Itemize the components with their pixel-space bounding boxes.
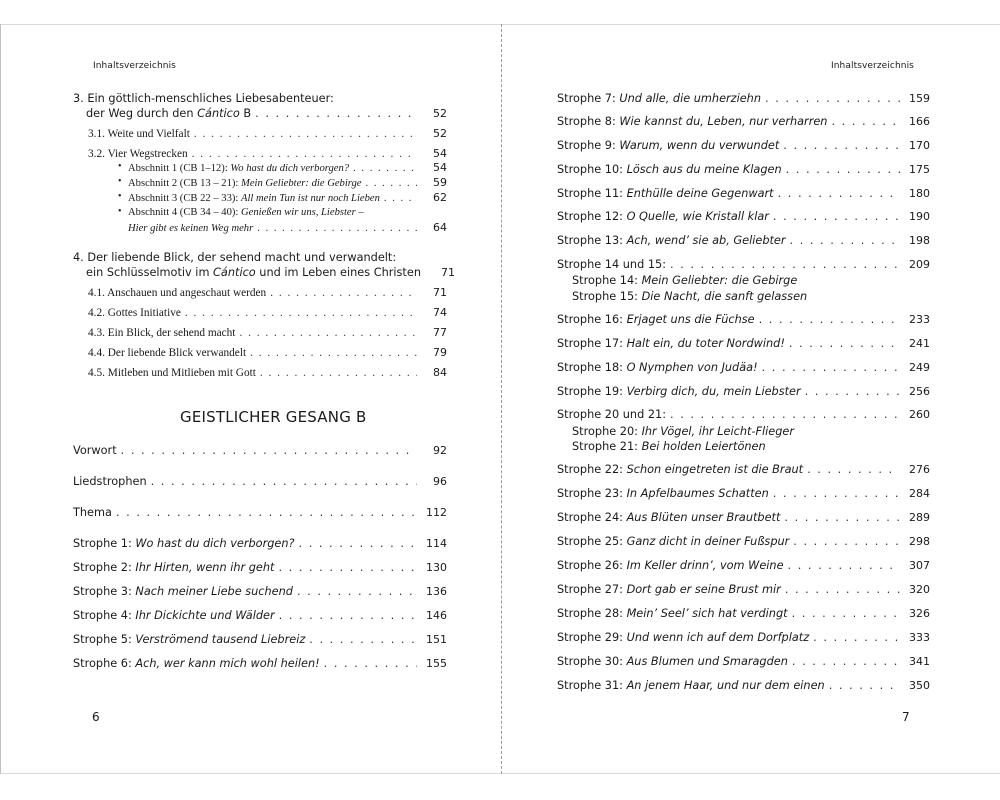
toc-entry-strophe <box>557 384 930 399</box>
page-number: 54 <box>433 147 447 160</box>
entry-label: Strophe 22: <box>557 463 627 476</box>
entry-label: 4.5. Mitleben und Mitlieben mit Gott <box>88 367 256 379</box>
toc-subentry <box>572 273 797 288</box>
entry-title: Wie kannst du, Leben, nur verharren <box>619 115 828 128</box>
entry-label: Strophe 12: <box>557 210 627 223</box>
leader-dots <box>792 606 900 621</box>
leader-dots <box>366 176 417 191</box>
toc-entry-strophe-3 <box>73 584 447 599</box>
page-number: 326 <box>909 607 930 620</box>
toc-subentry <box>572 289 807 304</box>
entry-title: Und alle, die umherziehn <box>619 92 762 105</box>
toc-entry-strophe <box>557 138 930 153</box>
leader-dots <box>670 257 900 272</box>
entry-title: Lösch aus du meine Klagen <box>626 163 782 176</box>
toc-entry-strophe <box>557 312 930 327</box>
leader-dots <box>788 558 900 573</box>
entry-label: Abschnitt 3 (CB 22 – 33): <box>128 193 241 204</box>
page-number: 74 <box>433 306 447 319</box>
toc-entry-strophe-6 <box>73 656 447 671</box>
bullet-icon: • <box>118 161 122 172</box>
entry-label: Strophe 18: <box>557 361 627 374</box>
entry-title: Nach meiner Liebe suchend <box>135 585 293 598</box>
entry-label: 3.2. Vier Wegstrecken <box>88 148 188 160</box>
entry-label: Strophe 20: <box>572 425 642 438</box>
page-number: 298 <box>909 535 930 548</box>
entry-title: Aus Blumen und Smaragden <box>626 655 788 668</box>
toc-entry-strophe <box>557 233 930 248</box>
page-number: 350 <box>909 679 930 692</box>
leader-dots <box>270 286 417 301</box>
page-number: 175 <box>909 163 930 176</box>
entry-label: Strophe 27: <box>557 583 627 596</box>
toc-entry-thema <box>73 505 447 520</box>
entry-title: Im Keller drinn’, vom Weine <box>626 559 784 572</box>
leader-dots <box>194 127 417 142</box>
page-number: 52 <box>433 127 447 140</box>
entry-label: Strophe 15: <box>572 290 642 303</box>
entry-title: Halt ein, du toter Nordwind! <box>626 337 785 350</box>
entry-title: Enthülle deine Gegenwart <box>626 187 774 200</box>
toc-entry-strophe <box>557 654 930 669</box>
entry-title: Ach, wer kann mich wohl heilen! <box>135 657 320 670</box>
page-number: 180 <box>909 187 930 200</box>
entry-title: Dort gab er seine Brust mir <box>626 583 781 596</box>
entry-label: Strophe 14 und 15: <box>557 258 667 271</box>
toc-entry-strophe <box>557 209 930 224</box>
entry-title: Mein Geliebter: die Gebirge <box>241 178 362 189</box>
entry-title: In Apfelbaumes Schatten <box>626 487 769 500</box>
page-number-folio: 6 <box>92 710 100 724</box>
entry-title: Schon eingetreten ist die Braut <box>626 463 804 476</box>
page-number: 320 <box>909 583 930 596</box>
leader-dots <box>257 221 417 236</box>
leader-dots <box>807 462 900 477</box>
entry-title: Die Nacht, die sanft gelassen <box>641 290 808 303</box>
toc-entry-strophe-4 <box>73 608 447 623</box>
leader-dots <box>255 106 417 121</box>
entry-label: Strophe 20 und 21: <box>557 408 667 421</box>
toc-entry-strophe <box>557 91 930 106</box>
page-number: 284 <box>909 487 930 500</box>
leader-dots <box>762 360 900 375</box>
entry-label: Strophe 6: <box>73 657 136 670</box>
entry-label: Strophe 26: <box>557 559 627 572</box>
toc-entry-abschnitt-2 <box>128 175 447 191</box>
toc-entry-strophe <box>557 360 930 375</box>
page-number: 198 <box>909 234 930 247</box>
page-number: 64 <box>433 221 447 234</box>
entry-label: der Weg durch den <box>86 107 198 120</box>
toc-entry-strophe <box>557 162 930 177</box>
entry-title: Verströmend tausend Liebreiz <box>135 633 306 646</box>
entry-title: Bei holden Leiertönen <box>641 440 766 453</box>
running-head: Inhaltsverzeichnis <box>831 61 914 71</box>
page-number: 62 <box>433 191 447 204</box>
bullet-icon: • <box>118 206 122 217</box>
toc-entry-strophe <box>557 186 930 201</box>
page-number: 71 <box>433 286 447 299</box>
page-number: 71 <box>440 266 455 279</box>
page-number: 341 <box>909 655 930 668</box>
leader-dots <box>299 536 417 551</box>
page-number: 79 <box>433 346 447 359</box>
entry-title: Genießen wir uns, Liebster – <box>241 207 364 218</box>
entry-label: 4.2. Gottes Initiative <box>88 307 181 319</box>
page-number: 92 <box>433 444 447 457</box>
toc-entry-4-3 <box>88 325 447 341</box>
page-number: 241 <box>909 337 930 350</box>
entry-label-suffix: und im Leben eines Christen <box>255 266 421 279</box>
leader-dots <box>759 312 900 327</box>
toc-entry-4-2 <box>88 305 447 321</box>
entry-title-continued: Hier gibt es keinen Weg mehr <box>128 223 254 234</box>
page-number: 333 <box>909 631 930 644</box>
leader-dots <box>353 161 417 176</box>
leader-dots <box>384 191 417 206</box>
leader-dots <box>789 336 900 351</box>
toc-entry-strophe <box>557 558 930 573</box>
leader-dots <box>773 209 900 224</box>
entry-label: 4.1. Anschauen und angeschaut werden <box>88 287 267 299</box>
toc-entry-strophe <box>557 606 930 621</box>
toc-entry-strophe-2 <box>73 560 447 575</box>
toc-subentry <box>572 439 766 454</box>
entry-title: Wo hast du dich verborgen? <box>230 163 350 174</box>
page-number: 114 <box>426 537 447 550</box>
entry-label: Abschnitt 2 (CB 13 – 21): <box>128 178 241 189</box>
page-number: 136 <box>426 585 447 598</box>
entry-title: All mein Tun ist nur noch Lieben <box>241 193 380 204</box>
entry-label: Strophe 2: <box>73 561 136 574</box>
entry-title: Cántico <box>197 107 240 120</box>
leader-dots <box>792 654 900 669</box>
page-number: 146 <box>426 609 447 622</box>
toc-entry-3-1 <box>88 126 447 142</box>
entry-label: Strophe 24: <box>557 511 627 524</box>
entry-title: O Quelle, wie Kristall klar <box>626 210 769 223</box>
page-number: 289 <box>909 511 930 524</box>
page-number: 77 <box>433 326 447 339</box>
entry-title: An jenem Haar, und nur dem einen <box>626 679 825 692</box>
page-number: 260 <box>909 408 930 421</box>
entry-label: Strophe 30: <box>557 655 627 668</box>
toc-entry-strophe <box>557 336 930 351</box>
running-head: Inhaltsverzeichnis <box>93 61 176 71</box>
entry-label: 3.1. Weite und Vielfalt <box>88 128 190 140</box>
leader-dots <box>773 486 900 501</box>
toc-entry-strophe <box>557 407 930 422</box>
entry-label: Strophe 28: <box>557 607 627 620</box>
entry-label: Abschnitt 4 (CB 34 – 40): <box>128 207 241 218</box>
toc-entry-strophe <box>557 486 930 501</box>
toc-entry-strophe <box>557 114 930 129</box>
entry-label: Liedstrophen <box>73 475 147 488</box>
toc-entry-section-4 <box>86 265 455 280</box>
entry-label: Strophe 8: <box>557 115 620 128</box>
leader-dots <box>151 474 417 489</box>
entry-title: Ihr Dickichte und Wälder <box>135 609 275 622</box>
toc-entry-abschnitt-4 <box>128 220 447 236</box>
toc-entry-4-4 <box>88 345 447 361</box>
page-number: 52 <box>433 107 447 120</box>
leader-dots <box>297 584 417 599</box>
entry-label: ein Schlüsselmotiv im <box>86 266 214 279</box>
page-number: 307 <box>909 559 930 572</box>
entry-title: Ihr Vögel, ihr Leicht-Flieger <box>641 425 794 438</box>
entry-label: 4.3. Ein Blick, der sehend macht <box>88 327 236 339</box>
leader-dots <box>784 510 900 525</box>
toc-entry-abschnitt-4-line1 <box>128 205 364 220</box>
page-number: 112 <box>426 506 447 519</box>
page-number: 159 <box>909 92 930 105</box>
toc-entry-abschnitt-3 <box>128 190 447 206</box>
leader-dots <box>116 505 417 520</box>
page-number: 256 <box>909 385 930 398</box>
entry-title: Und wenn ich auf dem Dorfplatz <box>626 631 810 644</box>
page-number: 276 <box>909 463 930 476</box>
toc-entry-strophe <box>557 630 930 645</box>
page-number: 130 <box>426 561 447 574</box>
page-number-folio: 7 <box>902 710 910 724</box>
entry-title: Verbirg dich, du, mein Liebster <box>626 385 801 398</box>
toc-entry-strophe-1 <box>73 536 447 551</box>
entry-label: Strophe 14: <box>572 274 642 287</box>
entry-label: Strophe 16: <box>557 313 627 326</box>
entry-title: Erjaget uns die Füchse <box>626 313 755 326</box>
page-number: 96 <box>433 475 447 488</box>
toc-entry-strophe <box>557 510 930 525</box>
entry-label: Strophe 5: <box>73 633 136 646</box>
entry-title: Aus Blüten unser Brautbett <box>626 511 781 524</box>
entry-label: Strophe 4: <box>73 609 136 622</box>
leader-dots <box>813 630 900 645</box>
toc-subentry <box>572 424 794 439</box>
section-heading: GEISTLICHER GESANG B <box>180 408 367 426</box>
entry-label: Thema <box>73 506 112 519</box>
entry-label: Strophe 11: <box>557 187 627 200</box>
leader-dots <box>309 632 417 647</box>
page-number: 151 <box>426 633 447 646</box>
entry-label: Strophe 31: <box>557 679 627 692</box>
page-number: 59 <box>433 176 447 189</box>
bullet-icon: • <box>118 191 122 202</box>
section-3-title: 3. Ein göttlich-menschliches Liebesabenteuer: <box>73 92 334 105</box>
toc-entry-strophe <box>557 678 930 693</box>
page-number: 209 <box>909 258 930 271</box>
entry-label: Strophe 10: <box>557 163 627 176</box>
entry-title: Wo hast du dich verborgen? <box>135 537 295 550</box>
page-number: 249 <box>909 361 930 374</box>
leader-dots <box>805 384 900 399</box>
entry-label: Strophe 21: <box>572 440 642 453</box>
bullet-icon: • <box>118 176 122 187</box>
entry-label: 4.4. Der liebende Blick verwandelt <box>88 347 247 359</box>
entry-title: Warum, wenn du verwundet <box>619 139 780 152</box>
toc-entry-vorwort <box>73 443 447 458</box>
leader-dots <box>260 366 417 381</box>
entry-label-suffix: B <box>239 107 252 120</box>
entry-title: Cántico <box>213 266 256 279</box>
page-number: 166 <box>909 115 930 128</box>
toc-entry-4-1 <box>88 285 447 301</box>
toc-entry-4-5 <box>88 365 447 381</box>
entry-label: Strophe 19: <box>557 385 627 398</box>
toc-entry-abschnitt-1 <box>128 160 447 176</box>
toc-entry-liedstrophen <box>73 474 447 489</box>
toc-entry-strophe-5 <box>73 632 447 647</box>
leader-dots <box>324 656 417 671</box>
toc-entry-strophe <box>557 462 930 477</box>
leader-dots <box>250 346 417 361</box>
leader-dots <box>829 678 900 693</box>
entry-title: Mein Geliebter: die Gebirge <box>641 274 798 287</box>
entry-title: Ganz dicht in deiner Fußspur <box>626 535 790 548</box>
leader-dots <box>121 443 417 458</box>
entry-label: Strophe 25: <box>557 535 627 548</box>
entry-label: Strophe 7: <box>557 92 620 105</box>
entry-title: Ach, wend’ sie ab, Geliebter <box>626 234 786 247</box>
toc-entry-strophe <box>557 257 930 272</box>
leader-dots <box>765 91 900 106</box>
entry-label: Strophe 23: <box>557 487 627 500</box>
entry-label: Strophe 1: <box>73 537 136 550</box>
leader-dots <box>785 582 900 597</box>
leader-dots <box>670 407 900 422</box>
entry-label: Strophe 29: <box>557 631 627 644</box>
entry-label: Strophe 17: <box>557 337 627 350</box>
leader-dots <box>790 233 900 248</box>
entry-label: Abschnitt 1 (CB 1–12): <box>128 163 231 174</box>
entry-label: Strophe 9: <box>557 139 620 152</box>
leader-dots <box>783 138 900 153</box>
leader-dots <box>185 306 417 321</box>
toc-entry-strophe <box>557 534 930 549</box>
leader-dots <box>793 534 900 549</box>
page-number: 155 <box>426 657 447 670</box>
leader-dots <box>279 608 417 623</box>
page-number: 190 <box>909 210 930 223</box>
toc-entry-section-3 <box>86 106 447 121</box>
right-page <box>502 0 1000 800</box>
leader-dots <box>786 162 900 177</box>
entry-title: O Nymphen von Judäa! <box>626 361 758 374</box>
entry-label: Vorwort <box>73 444 117 457</box>
page-number: 54 <box>433 161 447 174</box>
leader-dots <box>278 560 417 575</box>
page-number: 233 <box>909 313 930 326</box>
page-number: 170 <box>909 139 930 152</box>
page-number: 84 <box>433 366 447 379</box>
entry-label: Strophe 13: <box>557 234 627 247</box>
leader-dots <box>778 186 900 201</box>
entry-label: Strophe 3: <box>73 585 136 598</box>
section-4-title: 4. Der liebende Blick, der sehend macht und verwandelt: <box>73 251 397 264</box>
entry-title: Mein’ Seel’ sich hat verdingt <box>626 607 788 620</box>
leader-dots <box>831 114 900 129</box>
entry-title: Ihr Hirten, wenn ihr geht <box>135 561 275 574</box>
toc-entry-strophe <box>557 582 930 597</box>
leader-dots <box>239 326 417 341</box>
